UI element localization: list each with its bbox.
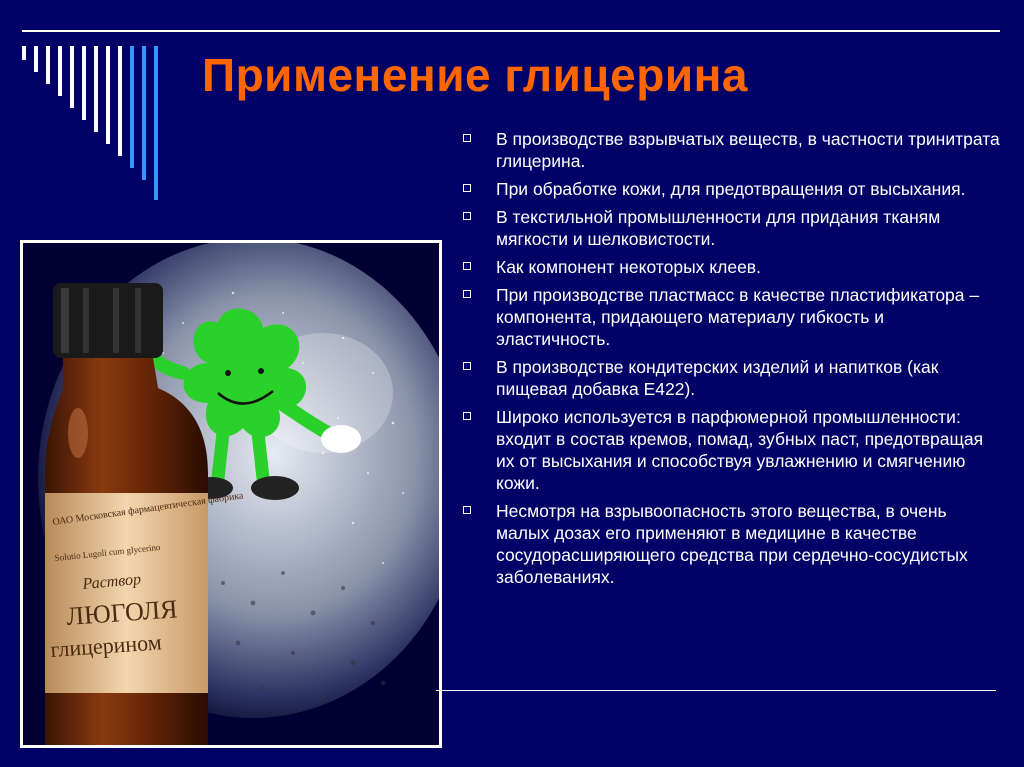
bottle-label-line2: ЛЮГОЛЯ xyxy=(65,594,179,631)
hollow-square-icon xyxy=(463,362,471,370)
list-item xyxy=(460,500,1000,588)
bullet-text: Как компонент некоторых клеев. xyxy=(496,257,761,277)
bottle-label-manufacturer: ОАО Московская фармацевтическая фабрика xyxy=(51,490,245,528)
hollow-square-icon xyxy=(463,412,471,420)
bullet-text: Широко используется в парфюмерной промышленности: входит в состав кремов, помад, зубных паст, предотвращая их от высыхания и способствуя увлажнению и смягчению кожи. xyxy=(496,407,984,493)
bullet-text: При производстве пластмасс в качестве пластификатора – компонента, придающего материалу гибкость и эластичность. xyxy=(496,285,980,349)
hollow-square-icon xyxy=(463,184,471,192)
slide-title: Применение глицерина xyxy=(202,49,748,101)
hollow-square-icon xyxy=(463,134,471,142)
glycerin-photo xyxy=(20,240,442,748)
top-rule xyxy=(22,30,1000,32)
bottle-label-line3: глицерином xyxy=(49,629,163,662)
list-item xyxy=(460,284,1000,350)
bottle-label-latin: Solutio Lugoli cum glycerino xyxy=(54,541,161,563)
bottom-rule xyxy=(436,690,996,691)
bullet-list xyxy=(460,128,1000,594)
hollow-square-icon xyxy=(463,290,471,298)
photo-illustration xyxy=(23,243,439,745)
hollow-square-icon xyxy=(463,262,471,270)
list-item xyxy=(460,356,1000,400)
list-item xyxy=(460,178,1000,200)
list-item xyxy=(460,256,1000,278)
bullet-text: В производстве кондитерских изделий и напитков (как пищевая добавка Е422). xyxy=(496,357,939,399)
bottle-label-line1: Раствор xyxy=(81,570,142,593)
bullet-text: В текстильной промышленности для придания тканям мягкости и шелковистости. xyxy=(496,207,941,249)
hollow-square-icon xyxy=(463,506,471,514)
list-item xyxy=(460,406,1000,494)
bullet-text: В производстве взрывчатых веществ, в частности тринитрата глицерина. xyxy=(496,129,1000,171)
list-item xyxy=(460,128,1000,172)
hollow-square-icon xyxy=(463,212,471,220)
bullet-text: При обработке кожи, для предотвращения от высыхания. xyxy=(496,179,966,199)
bullet-text: Несмотря на взрывоопасность этого вещества, в очень малых дозах его применяют в медицине в качестве сосудорасширяющего средства при сердечно-сосудистых заболеваниях. xyxy=(496,501,968,587)
list-item xyxy=(460,206,1000,250)
